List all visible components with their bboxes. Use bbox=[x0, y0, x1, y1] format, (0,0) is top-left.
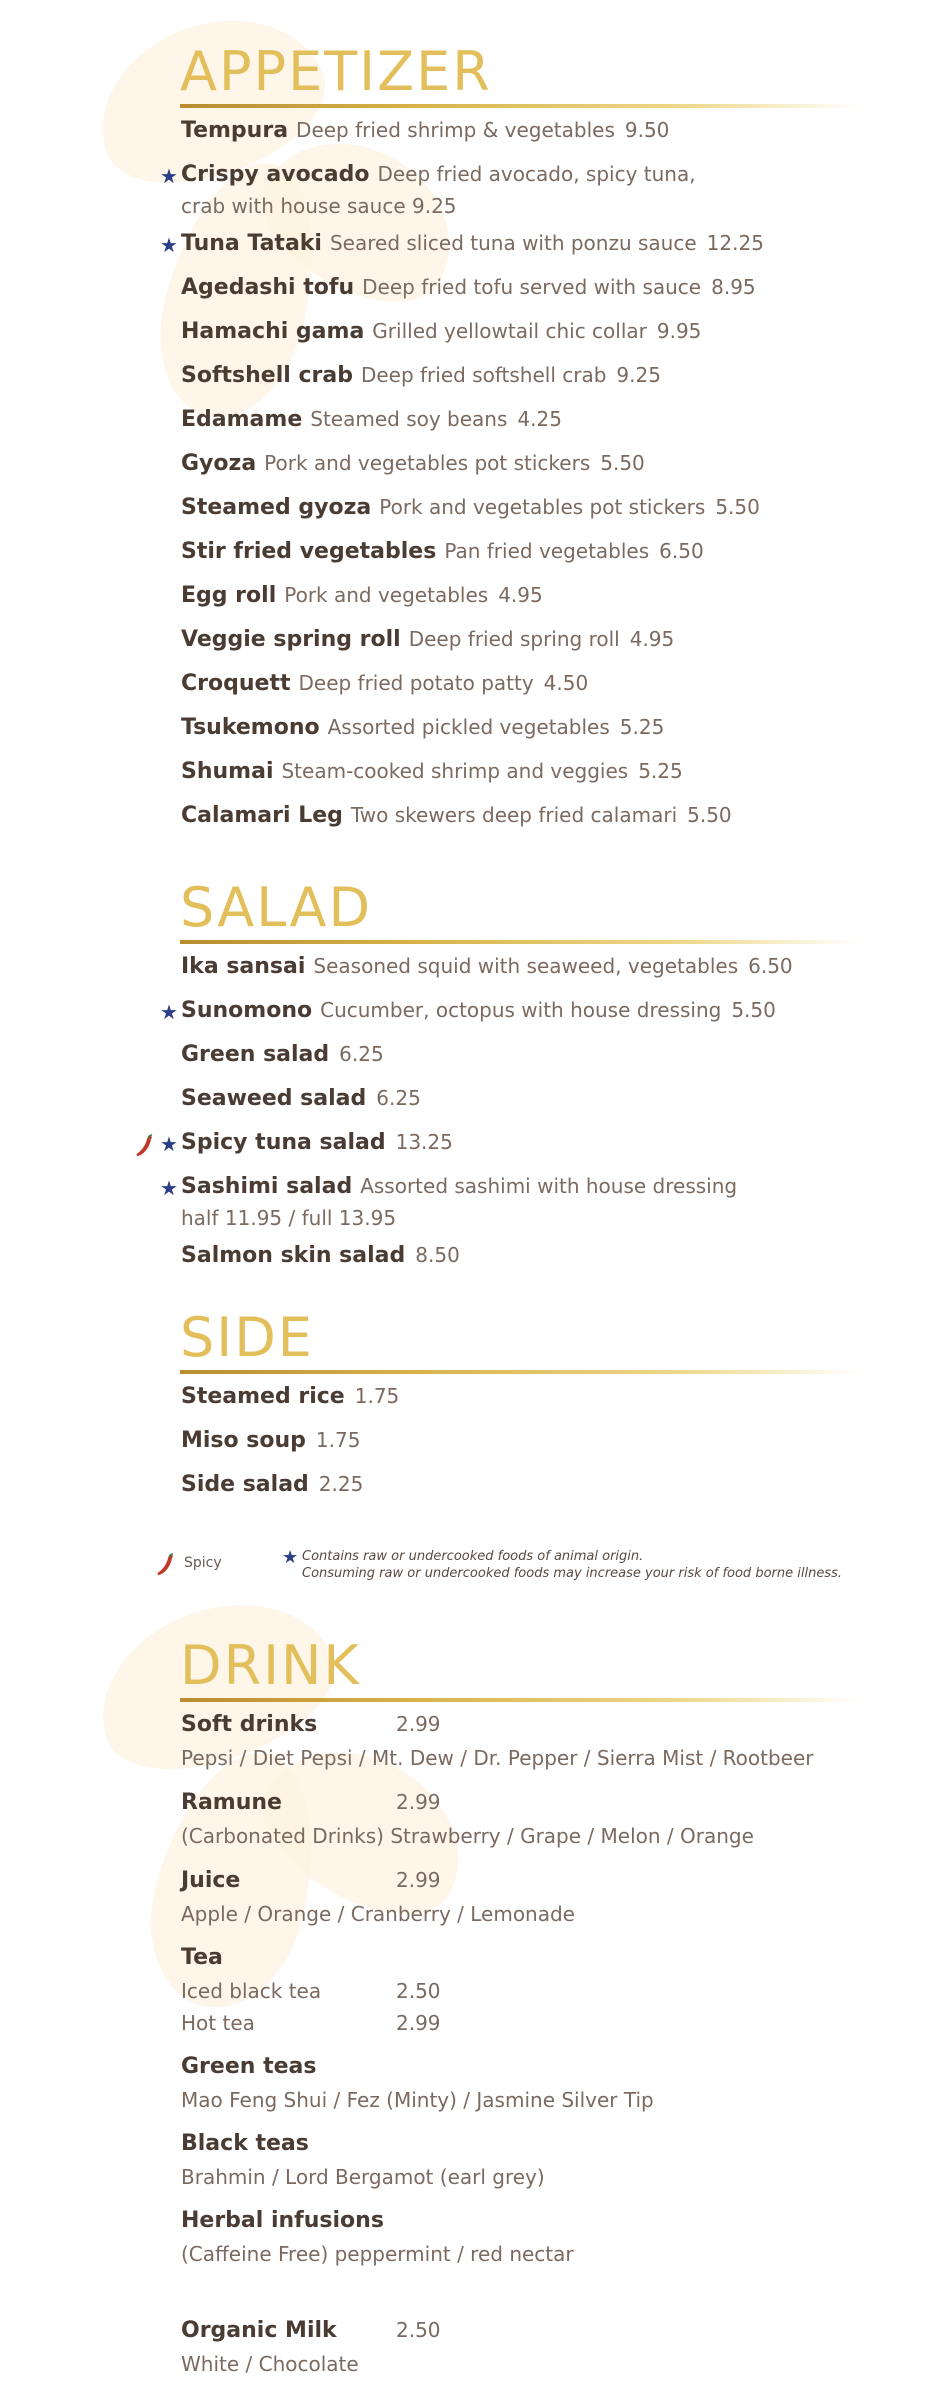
section-divider bbox=[180, 1698, 860, 1702]
item-description: Deep fried avocado, spicy tuna, bbox=[377, 162, 696, 186]
drink-item-juice bbox=[0, 1864, 928, 1930]
item-name: Veggie spring roll bbox=[181, 627, 401, 652]
item-description-continued: crab with house sauce 9.25 bbox=[181, 194, 457, 218]
item-description: Grilled yellowtail chic collar bbox=[372, 319, 647, 343]
item-price: 5.25 bbox=[638, 759, 683, 783]
item-price: 9.50 bbox=[624, 118, 670, 142]
drink-name: Tea bbox=[181, 1945, 223, 1970]
drink-list bbox=[0, 1708, 928, 2380]
menu-item bbox=[0, 397, 928, 441]
drink-options: (Caffeine Free) peppermint / red nectar bbox=[181, 2242, 574, 2266]
menu-item bbox=[0, 152, 928, 221]
drink-section bbox=[0, 1636, 928, 2396]
menu-item bbox=[0, 749, 928, 793]
item-price: 6.50 bbox=[748, 954, 793, 978]
raw-food-note bbox=[302, 1548, 842, 1582]
item-name: Steamed rice bbox=[181, 1384, 345, 1409]
raw-food-note-line-1: Contains raw or undercooked foods of animal origin. bbox=[302, 1549, 644, 1564]
menu-list bbox=[0, 944, 928, 1277]
raw-food-star-icon: ★ bbox=[160, 233, 178, 257]
drink-price: 2.50 bbox=[396, 2318, 441, 2342]
drink-item-tea bbox=[0, 1942, 928, 2039]
menu-item bbox=[0, 1462, 928, 1506]
item-description: Deep fried tofu served with sauce bbox=[362, 275, 702, 299]
item-description: Pan fried vegetables bbox=[444, 539, 650, 563]
drink-name: Soft drinks bbox=[181, 1712, 318, 1737]
drink-name: Black teas bbox=[181, 2131, 309, 2156]
appetizer-section bbox=[0, 42, 928, 842]
item-name: Egg roll bbox=[181, 583, 277, 608]
item-name: Ika sansai bbox=[181, 954, 306, 979]
menu-item bbox=[0, 1032, 928, 1076]
spicy-legend-label: Spicy bbox=[184, 1555, 222, 1571]
menu-item bbox=[0, 485, 928, 529]
item-price: 5.50 bbox=[715, 495, 760, 519]
item-price: 9.95 bbox=[656, 319, 702, 343]
drink-options: (Carbonated Drinks) Strawberry / Grape / Melon / Orange bbox=[181, 1824, 754, 1848]
menu-item bbox=[0, 441, 928, 485]
item-name: Green salad bbox=[181, 1042, 330, 1067]
menu-item bbox=[0, 221, 928, 265]
drink-item-black-teas bbox=[0, 2128, 928, 2193]
menu-item bbox=[0, 1418, 928, 1462]
drink-name: Ramune bbox=[181, 1790, 282, 1815]
item-name: Softshell crab bbox=[181, 363, 353, 388]
item-price: 5.50 bbox=[600, 451, 645, 475]
tea-price: 2.50 bbox=[396, 1979, 441, 2003]
item-name: Shumai bbox=[181, 759, 274, 784]
item-price: 4.25 bbox=[517, 407, 562, 431]
section-title: SALAD bbox=[180, 876, 373, 939]
menu-item bbox=[0, 309, 928, 353]
raw-food-note-line-2: Consuming raw or undercooked foods may increase your risk of food borne illness. bbox=[302, 1566, 842, 1581]
item-name: Seaweed salad bbox=[181, 1086, 367, 1111]
menu-item bbox=[0, 108, 928, 152]
item-price: 6.50 bbox=[659, 539, 704, 563]
item-description-continued: half 11.95 / full 13.95 bbox=[181, 1206, 397, 1230]
item-name: Hamachi gama bbox=[181, 319, 365, 344]
menu-list bbox=[0, 108, 928, 837]
drink-item-soft-drinks bbox=[0, 1708, 928, 1774]
item-name: Gyoza bbox=[181, 451, 257, 476]
menu-item bbox=[0, 705, 928, 749]
item-name: Salmon skin salad bbox=[181, 1243, 406, 1268]
section-title: APPETIZER bbox=[180, 40, 492, 103]
menu-item bbox=[0, 988, 928, 1032]
item-price: 13.25 bbox=[395, 1130, 453, 1154]
item-name: Miso soup bbox=[181, 1428, 306, 1453]
item-name: Tsukemono bbox=[181, 715, 320, 740]
tea-price: 2.99 bbox=[396, 2011, 441, 2035]
raw-food-star-icon: ★ bbox=[160, 164, 178, 188]
drink-options: White / Chocolate bbox=[181, 2352, 359, 2376]
drink-name: Green teas bbox=[181, 2054, 317, 2079]
drink-options: Pepsi / Diet Pepsi / Mt. Dew / Dr. Pepper / Sierra Mist / Rootbeer bbox=[181, 1746, 814, 1770]
drink-options: Mao Feng Shui / Fez (Minty) / Jasmine Silver Tip bbox=[181, 2088, 654, 2112]
raw-food-star-icon: ★ bbox=[282, 1547, 299, 1568]
item-price: 5.50 bbox=[687, 803, 732, 827]
item-price: 1.75 bbox=[315, 1428, 361, 1452]
item-description: Cucumber, octopus with house dressing bbox=[320, 998, 722, 1022]
item-description: Two skewers deep fried calamari bbox=[350, 803, 678, 827]
menu-list bbox=[0, 1374, 928, 1506]
item-price: 5.50 bbox=[731, 998, 776, 1022]
item-price: 6.25 bbox=[339, 1042, 384, 1066]
item-name: Edamame bbox=[181, 407, 303, 432]
drink-item-herbal-infusions bbox=[0, 2205, 928, 2270]
item-description: Pork and vegetables pot stickers bbox=[379, 495, 706, 519]
item-price: 4.95 bbox=[629, 627, 675, 651]
tea-label: Iced black tea bbox=[181, 1979, 322, 2003]
item-price: 1.75 bbox=[354, 1384, 400, 1408]
drink-price: 2.99 bbox=[396, 1790, 441, 1814]
menu-item bbox=[0, 793, 928, 837]
item-name: Sashimi salad bbox=[181, 1174, 353, 1199]
item-name: Calamari Leg bbox=[181, 803, 343, 828]
menu-item bbox=[0, 617, 928, 661]
drink-name: Herbal infusions bbox=[181, 2208, 384, 2233]
drink-options: Brahmin / Lord Bergamot (earl grey) bbox=[181, 2165, 545, 2189]
tea-label: Hot tea bbox=[181, 2011, 255, 2035]
section-title: SIDE bbox=[180, 1306, 314, 1369]
chili-pepper-icon bbox=[134, 1134, 156, 1158]
item-description: Seasoned squid with seaweed, vegetables bbox=[313, 954, 739, 978]
item-name: Side salad bbox=[181, 1472, 309, 1497]
drink-item-organic-milk bbox=[0, 2314, 928, 2380]
item-price: 2.25 bbox=[318, 1472, 364, 1496]
item-description: Pork and vegetables pot stickers bbox=[264, 451, 591, 475]
item-description: Deep fried shrimp & vegetables bbox=[296, 118, 615, 142]
item-description: Pork and vegetables bbox=[284, 583, 489, 607]
item-name: Tuna Tataki bbox=[181, 231, 322, 256]
chili-pepper-icon bbox=[156, 1553, 176, 1577]
side-section bbox=[0, 1308, 928, 1528]
item-name: Croquett bbox=[181, 671, 291, 696]
menu-item bbox=[0, 1374, 928, 1418]
item-description: Seared sliced tuna with ponzu sauce bbox=[329, 231, 697, 255]
item-description: Deep fried potato patty bbox=[298, 671, 534, 695]
item-description: Deep fried softshell crab bbox=[360, 363, 607, 387]
drink-item-green-teas bbox=[0, 2051, 928, 2116]
raw-food-star-icon: ★ bbox=[160, 1132, 178, 1156]
item-name: Sunomono bbox=[181, 998, 313, 1023]
menu-legend bbox=[150, 1545, 910, 1595]
item-price: 4.50 bbox=[543, 671, 589, 695]
menu-item bbox=[0, 1076, 928, 1120]
salad-section bbox=[0, 878, 928, 1298]
menu-item bbox=[0, 529, 928, 573]
item-name: Agedashi tofu bbox=[181, 275, 355, 300]
item-price: 5.25 bbox=[619, 715, 665, 739]
menu-item bbox=[0, 1164, 928, 1233]
item-description: Assorted pickled vegetables bbox=[327, 715, 610, 739]
menu-item bbox=[0, 944, 928, 988]
item-price: 9.25 bbox=[616, 363, 661, 387]
drink-price: 2.99 bbox=[396, 1712, 441, 1736]
item-description: Steam-cooked shrimp and veggies bbox=[281, 759, 629, 783]
menu-item bbox=[0, 265, 928, 309]
tea-row-hot bbox=[181, 2007, 928, 2039]
menu-item bbox=[0, 1120, 928, 1164]
item-price: 6.25 bbox=[376, 1086, 421, 1110]
item-price: 8.50 bbox=[415, 1243, 460, 1267]
menu-item bbox=[0, 661, 928, 705]
item-price: 12.25 bbox=[706, 231, 764, 255]
menu-item bbox=[0, 573, 928, 617]
item-name: Spicy tuna salad bbox=[181, 1130, 386, 1155]
item-price: 8.95 bbox=[711, 275, 756, 299]
item-name: Steamed gyoza bbox=[181, 495, 372, 520]
raw-food-star-icon: ★ bbox=[160, 1000, 178, 1024]
drink-name: Organic Milk bbox=[181, 2318, 337, 2343]
menu-item bbox=[0, 353, 928, 397]
menu-item bbox=[0, 1233, 928, 1277]
raw-food-star-icon: ★ bbox=[160, 1176, 178, 1200]
item-description: Deep fried spring roll bbox=[408, 627, 620, 651]
item-name: Tempura bbox=[181, 118, 289, 143]
drink-name: Juice bbox=[181, 1868, 241, 1893]
drink-item-ramune bbox=[0, 1786, 928, 1852]
drink-options: Apple / Orange / Cranberry / Lemonade bbox=[181, 1902, 575, 1926]
tea-row-iced bbox=[181, 1975, 928, 2007]
section-title: DRINK bbox=[180, 1634, 361, 1697]
item-name: Crispy avocado bbox=[181, 162, 370, 187]
item-name: Stir fried vegetables bbox=[181, 539, 437, 564]
drink-price: 2.99 bbox=[396, 1868, 441, 1892]
item-price: 4.95 bbox=[498, 583, 543, 607]
item-description: Assorted sashimi with house dressing bbox=[360, 1174, 738, 1198]
item-description: Steamed soy beans bbox=[310, 407, 508, 431]
